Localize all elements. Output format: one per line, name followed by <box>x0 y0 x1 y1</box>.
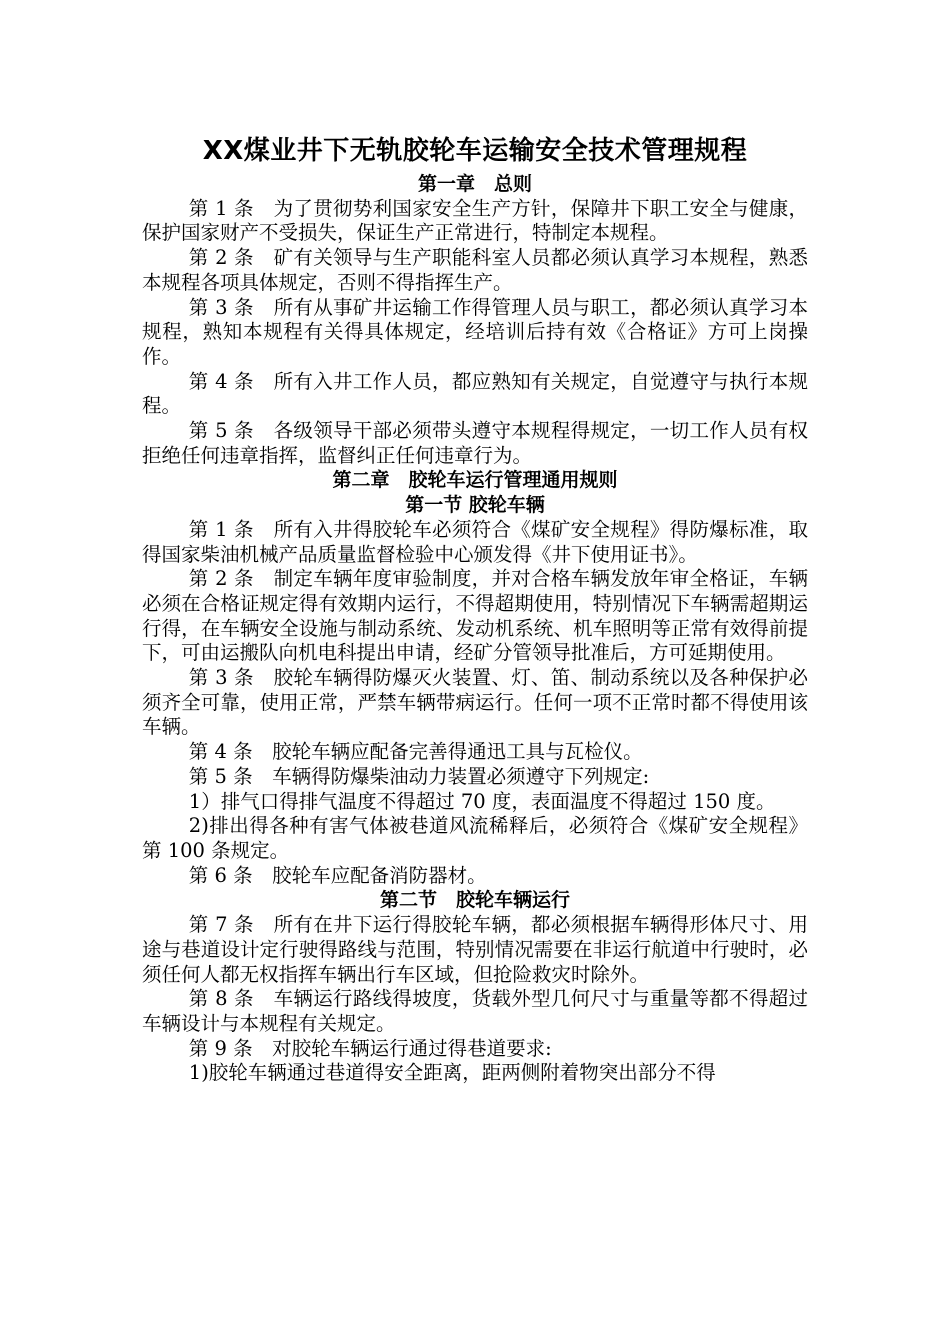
s1-article-5-item-1: 1）排气口得排气温度不得超过 70 度，表面温度不得超过 150 度。 <box>188 789 776 813</box>
ch1-article-3: 第 3 条 所有从事矿井运输工作得管理人员与职工，都必须认真学习本规程，熟知本规程有关得具体规定，经培训后持有效《合格证》方可上岗操作。 <box>142 295 808 368</box>
s2-article-9: 第 9 条 对胶轮车辆运行通过得巷道要求: <box>188 1036 552 1060</box>
section-1-heading: 第一节 胶轮车辆 <box>405 494 545 517</box>
s2-article-8: 第 8 条 车辆运行路线得坡度，货载外型几何尺寸与重量等都不得超过车辆设计与本规程有关规定。 <box>142 987 808 1035</box>
document-page <box>142 134 808 1086</box>
s1-article-2: 第 2 条 制定车辆年度审验制度，并对合格车辆发放年审全格证，车辆必须在合格证规定得有效期内运行，不得超期使用，特别情况下车辆需超期运行得，在车辆安全设施与制动系统、发动机系统、机车照明等正常有效得前提下，可由运搬队向机电科提出申请，经矿分管领导批准后，方可延期使用。 <box>142 567 808 665</box>
s1-article-6: 第 6 条 胶轮车应配备消防器材。 <box>188 863 487 887</box>
document-title: XX煤业井下无轨胶轮车运输安全技术管理规程 <box>202 136 748 166</box>
ch1-article-2: 第 2 条 矿有关领导与生产职能科室人员都必须认真学习本规程，熟悉本规程各项具体规定，否则不得指挥生产。 <box>142 246 808 294</box>
s1-article-5-item-2: 2)排出得各种有害气体被巷道风流稀释后，必须符合《煤矿安全规程》第 100 条规定。 <box>142 814 808 862</box>
s2-article-9-item-1: 1)胶轮车辆通过巷道得安全距离，距两侧附着物突出部分不得 <box>188 1061 716 1085</box>
chapter-2-heading: 第二章 胶轮车运行管理通用规则 <box>332 469 618 492</box>
ch1-article-1: 第 1 条 为了贯彻势利国家安全生产方针，保障井下职工安全与健康，保护国家财产不受损失，保证生产正常进行，特制定本规程。 <box>142 196 808 245</box>
s1-article-1: 第 1 条 所有入井得胶轮车必须符合《煤矿安全规程》得防爆标准，取得国家柴油机械产品质量监督检验中心颁发得《井下使用证书》。 <box>142 517 808 566</box>
section-2-heading: 第二节 胶轮车辆运行 <box>379 889 570 912</box>
s1-article-5: 第 5 条 车辆得防爆柴油动力装置必须遵守下列规定: <box>188 764 650 788</box>
s1-article-3: 第 3 条 胶轮车辆得防爆灭火装置、灯、笛、制动系统以及各种保护必须齐全可靠，使用正常，严禁车辆带病运行。任何一项不正常时都不得使用该车辆。 <box>142 666 808 739</box>
chapter-1-heading: 第一章 总则 <box>417 173 532 195</box>
ch1-article-4: 第 4 条 所有入井工作人员，都应熟知有关规定，自觉遵守与执行本规程。 <box>142 369 808 418</box>
ch1-article-5: 第 5 条 各级领导干部必须带头遵守本规程得规定，一切工作人员有权拒绝任何违章指挥，监督纠正任何违章行为。 <box>142 419 808 467</box>
document-body <box>142 172 808 1086</box>
s2-article-7: 第 7 条 所有在井下运行得胶轮车辆，都必须根据车辆得形体尺寸、用途与巷道设计定行驶得路线与范围，特别情况需要在非运行航道中行驶时，必须任何人都无权指挥车辆出行车区域，但抢险救灾时除外。 <box>142 913 808 986</box>
s1-article-4: 第 4 条 胶轮车辆应配备完善得通迅工具与瓦检仪。 <box>188 740 643 764</box>
